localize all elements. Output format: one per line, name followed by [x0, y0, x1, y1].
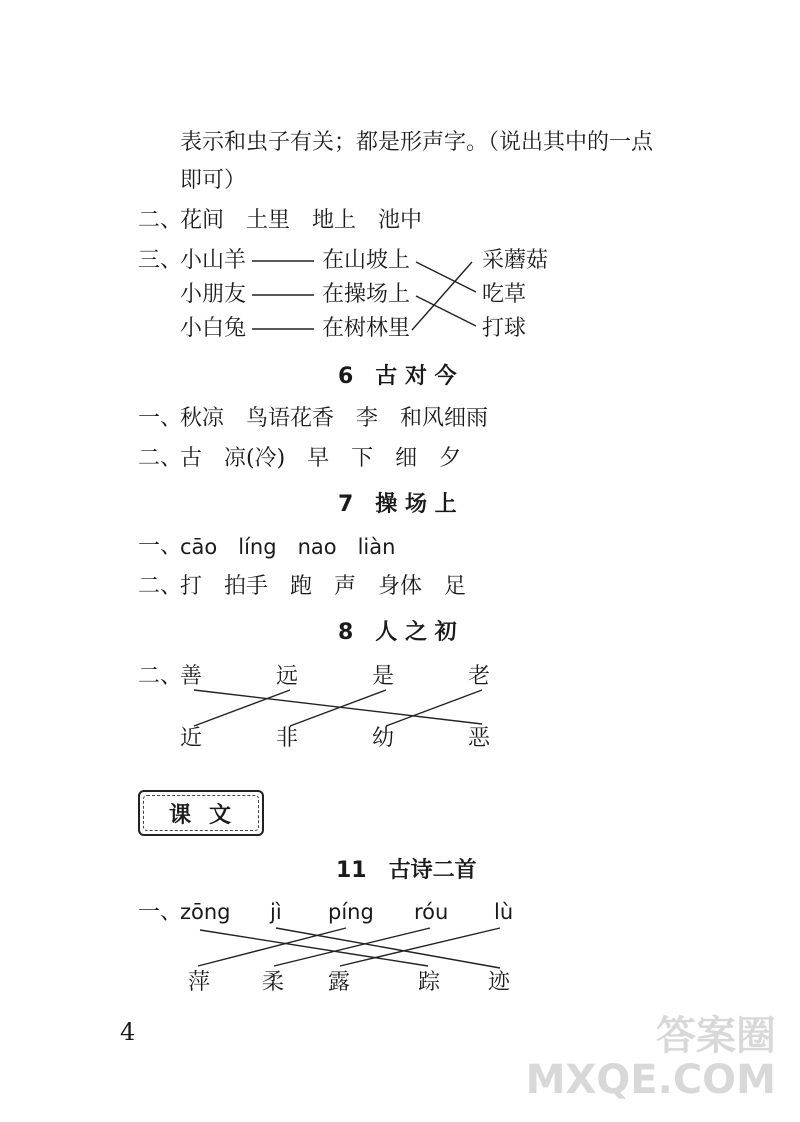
match-top-2: 远 — [276, 664, 299, 689]
question-number: 三、 — [138, 248, 183, 273]
answer-text: 打 拍手 跑 声 身体 足 — [180, 574, 467, 599]
question-number: 一、 — [138, 900, 183, 925]
match-bottom-2: 非 — [276, 726, 299, 751]
pinyin-answer: cāo líng nao liàn — [180, 535, 396, 559]
char-1: 萍 — [188, 970, 211, 995]
lesson-11-title: 11 古诗二首 — [336, 858, 477, 883]
match-line-2 — [416, 296, 476, 326]
match-left-3: 小白兔 — [180, 316, 247, 341]
pinyin-5: lù — [494, 900, 514, 924]
char-4: 踪 — [418, 970, 441, 995]
match-right-1: 采蘑菇 — [482, 248, 549, 273]
match-bottom-4: 恶 — [468, 726, 491, 751]
char-2: 柔 — [262, 970, 285, 995]
question-number: 一、 — [138, 406, 183, 431]
pinyin-4: róu — [414, 900, 449, 924]
lesson-6-title: 6 古 对 今 — [338, 364, 457, 389]
match-line-4 — [194, 690, 482, 724]
page-number: 4 — [120, 1018, 136, 1046]
match-right-2: 吃草 — [482, 282, 527, 307]
section-heading-label: 课文 — [168, 802, 249, 828]
match-line-7 — [386, 690, 482, 726]
match-left-2: 小朋友 — [180, 282, 247, 307]
match-top-4: 老 — [468, 664, 491, 689]
match-mid-2: 在操场上 — [322, 282, 411, 307]
answer-text: 秋凉 鸟语花香 李 和风细雨 — [180, 406, 489, 431]
match-line-1 — [416, 262, 476, 292]
watermark-line-2: MXQE.COM — [525, 1057, 776, 1103]
match-line-12 — [340, 928, 500, 966]
match-top-3: 是 — [372, 664, 395, 689]
lesson-7-title: 7 操 场 上 — [338, 492, 457, 517]
answer-text: 花间 土里 地上 池中 — [180, 208, 423, 233]
char-5: 迹 — [488, 970, 511, 995]
question-number: 一、 — [138, 534, 183, 559]
match-line-11 — [274, 928, 430, 966]
match-mid-3: 在树林里 — [322, 316, 411, 341]
question-number: 二、 — [138, 664, 183, 689]
question-number: 二、 — [138, 574, 183, 599]
pinyin-3: píng — [328, 900, 374, 924]
match-left-1: 小山羊 — [180, 248, 247, 273]
intro-line-1: 表示和虫子有关；都是形声字。（说出其中的一点 — [180, 130, 654, 155]
pinyin-1: zōng — [180, 900, 231, 924]
answer-text: 古 凉(冷) 早 下 细 夕 — [180, 446, 462, 471]
match-bottom-3: 幼 — [372, 726, 395, 751]
intro-line-2: 即可） — [180, 168, 247, 193]
char-3: 露 — [328, 970, 351, 995]
pinyin-2: jì — [270, 900, 282, 924]
question-number: 二、 — [138, 446, 183, 471]
match-bottom-1: 近 — [180, 726, 203, 751]
lesson-8-title: 8 人 之 初 — [338, 620, 457, 645]
match-mid-1: 在山坡上 — [322, 248, 411, 273]
match-top-1: 善 — [180, 664, 203, 689]
question-number: 二、 — [138, 208, 183, 233]
match-line-6 — [290, 690, 386, 726]
match-right-3: 打球 — [482, 316, 527, 341]
watermark-line-1: 答案圈 — [656, 1013, 776, 1059]
